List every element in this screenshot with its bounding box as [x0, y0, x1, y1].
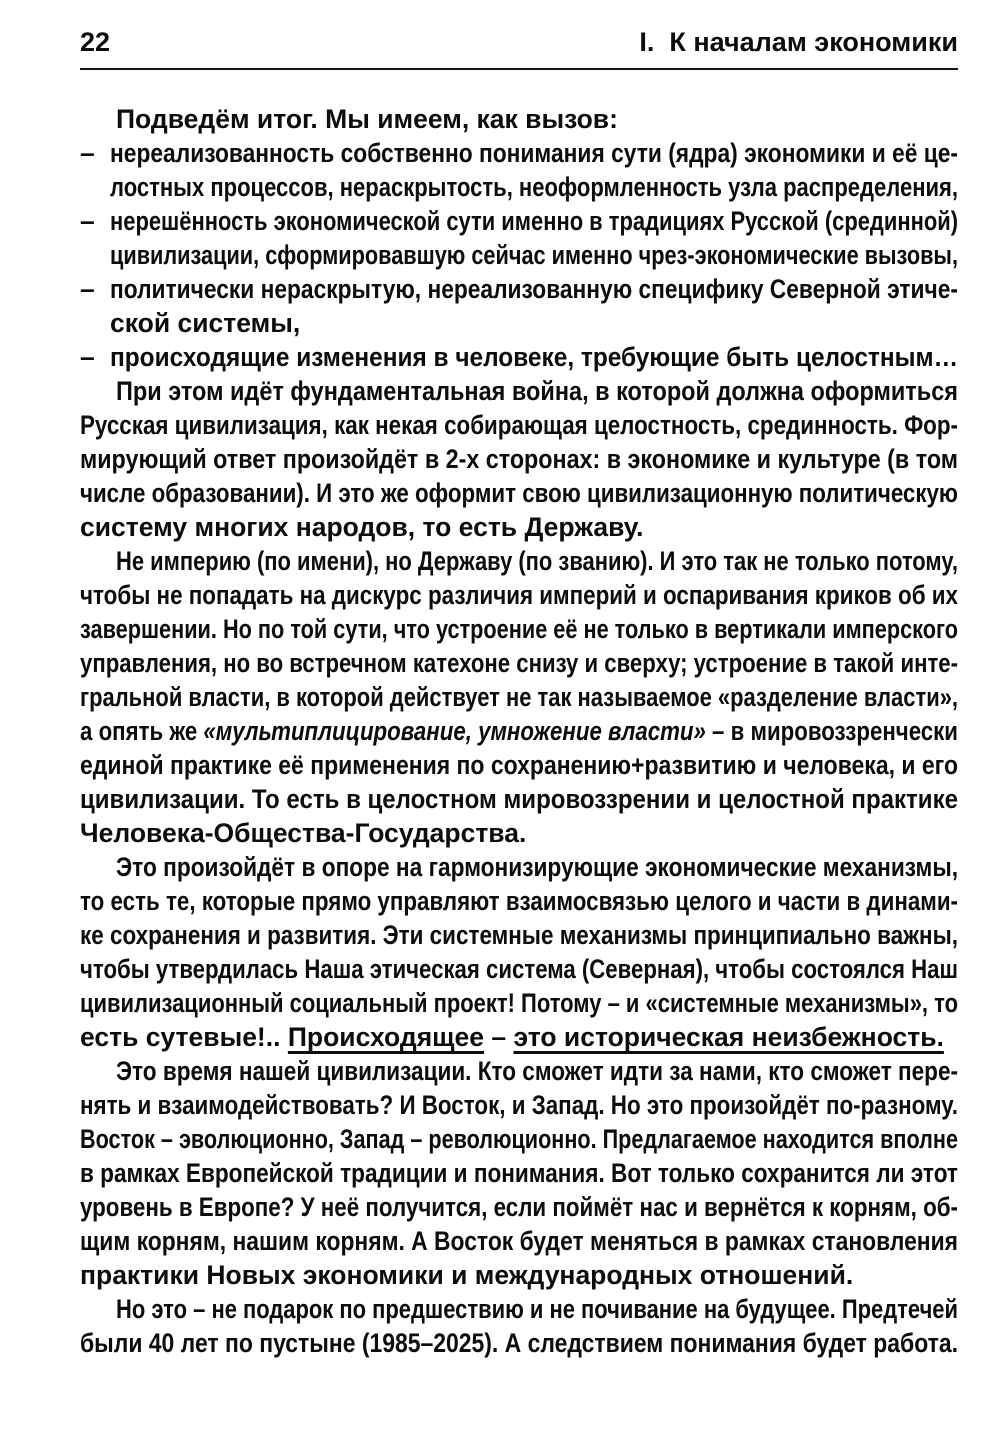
text-segment: единой практике её применения по сохранению+развитию и человека, и его [80, 750, 958, 780]
text-segment: ке сохранения и развития. Эти системные механизмы принципиально важны, [80, 920, 958, 950]
text-line-content [80, 1224, 958, 1258]
text-line-content [80, 952, 958, 986]
text-segment: есть сутевые!.. [80, 1022, 288, 1052]
text-line-content [116, 374, 958, 408]
text-segment: лостных процессов, нераскрытость, неоформленность узла распределения, [110, 172, 958, 202]
bullet-dash: – [80, 206, 95, 236]
text-line [80, 1122, 958, 1156]
bullet-dash: – [80, 138, 95, 168]
text-line-content [80, 578, 958, 612]
text-line-content [80, 1088, 958, 1122]
text-line [80, 1156, 958, 1190]
text-segment: а опять же [80, 716, 204, 746]
bullet-dash: – [80, 342, 95, 372]
text-segment: уровень в Европе? У неё получится, если поймёт нас и вернётся к корням, об- [80, 1192, 958, 1222]
text-line-content [80, 1156, 958, 1190]
text-line-content [116, 102, 618, 136]
text-line-content [80, 408, 958, 442]
text-segment: управления, но во встречном катехоне снизу и сверху; устроение в такой инте- [80, 648, 958, 678]
text-line-content [80, 1326, 958, 1360]
text-line-content [80, 1190, 958, 1224]
text-segment: Русская цивилизация, как некая собирающая целостность, срединность. Фор- [80, 410, 958, 440]
text-line [80, 136, 958, 170]
text-segment: то есть те, которые прямо управляют взаимосвязью целого и части в динами- [80, 886, 958, 916]
text-segment: систему многих народов, то есть Державу. [80, 512, 644, 542]
text-line-content [110, 238, 958, 272]
text-segment: Но это – не подарок по предшествию и не почивание на будущее. Предтечей [116, 1294, 958, 1324]
text-line [80, 374, 958, 408]
text-segment: Это время нашей цивилизации. Кто сможет идти за нами, кто сможет пере- [116, 1056, 958, 1086]
text-line [80, 238, 958, 272]
text-line-content [80, 1258, 853, 1292]
text-segment: числе образовании). И это же оформит свою цивилизационную политическую [80, 478, 958, 508]
text-segment: завершении. Но по той сути, что устроение её не только в вертикали имперского [80, 614, 958, 644]
text-line-content [80, 476, 958, 510]
text-line [80, 340, 958, 374]
text-line-content [110, 204, 958, 238]
text-line [80, 272, 958, 306]
text-line [80, 170, 958, 204]
text-line-content [110, 170, 958, 204]
text-segment: Человека-Общества-Государства. [80, 818, 527, 848]
text-line-content [80, 816, 526, 850]
text-segment: были 40 лет по пустыне (1985–2025). А следствием понимания будет работа. [80, 1328, 958, 1358]
text-line [80, 1292, 958, 1326]
body-text [80, 102, 958, 1360]
text-segment: нять и взаимодействовать? И Восток, и Запад. Но это произойдёт по-разному. [80, 1090, 958, 1120]
text-line-content [80, 986, 958, 1020]
text-line [80, 782, 958, 816]
text-line [80, 1054, 958, 1088]
text-segment: ской системы, [110, 308, 301, 338]
text-line-content [110, 340, 958, 374]
text-segment: – [484, 1022, 514, 1052]
text-line [80, 476, 958, 510]
text-line [80, 306, 958, 340]
text-line [80, 850, 958, 884]
text-segment: цивилизации, сформировавшую сейчас именно чрез-экономические вызовы, [110, 240, 958, 270]
text-line-content [80, 782, 958, 816]
text-line [80, 510, 958, 544]
text-line [80, 1088, 958, 1122]
text-line [80, 578, 958, 612]
text-line [80, 408, 958, 442]
text-segment-underline: Происходящее [287, 1022, 484, 1052]
text-segment: мирующий ответ произойдёт в 2-х сторонах: в экономике и культуре (в том [80, 444, 958, 474]
page-header [80, 26, 958, 58]
text-segment: При этом идёт фундаментальная война, в которой должна оформиться [116, 376, 958, 406]
text-line [80, 1190, 958, 1224]
text-segment: нереализованность собственно понимания сути (ядра) экономики и её це- [110, 138, 958, 168]
text-segment: чтобы не попадать на дискурс различия империй и оспаривания криков об их [80, 580, 958, 610]
text-line-content [116, 544, 958, 578]
text-segment: политически нераскрытую, нереализованную специфику Северной этиче- [110, 274, 958, 304]
text-line-content [80, 442, 958, 476]
text-line [80, 918, 958, 952]
text-segment-underline: это историческая неизбежность. [513, 1022, 944, 1052]
text-line-content [80, 680, 958, 714]
text-line-content [110, 306, 300, 340]
text-line [80, 102, 958, 136]
text-line-content [80, 748, 958, 782]
text-segment: Восток – эволюционно, Запад – революционно. Предлагаемое находится вполне [80, 1124, 959, 1154]
header-rule [80, 68, 958, 70]
text-line-content [116, 1054, 958, 1088]
text-segment: происходящие изменения в человеке, требующие быть целостным… [110, 342, 958, 372]
text-line [80, 986, 958, 1020]
text-segment: цивилизации. То есть в целостном мировоззрении и целостной практике [80, 784, 958, 814]
text-segment: Подведём итог. Мы имеем, как вызов: [116, 104, 618, 134]
text-line [80, 612, 958, 646]
text-line [80, 204, 958, 238]
text-line [80, 442, 958, 476]
chapter-title: I. К началам экономики [639, 27, 958, 57]
text-line-content [110, 272, 958, 306]
text-line [80, 714, 958, 748]
bullet-dash: – [80, 274, 95, 304]
text-line-content [80, 612, 958, 646]
text-segment: Это произойдёт в опоре на гармонизирующие экономические механизмы, [116, 852, 958, 882]
text-segment: цивилизационный социальный проект! Потому – и «системные механизмы», то [80, 988, 958, 1018]
text-line-content [80, 646, 958, 680]
text-line [80, 884, 958, 918]
text-segment: щим корням, нашим корням. А Восток будет меняться в рамках становления [80, 1226, 958, 1256]
text-segment: практики Новых экономики и международных отношений. [80, 1260, 854, 1290]
text-segment: – в мировоззренчески [705, 716, 958, 746]
text-segment: гральной власти, в которой действует не так называемое «разделение власти», [80, 682, 958, 712]
text-line [80, 748, 958, 782]
text-line [80, 680, 958, 714]
text-line-content [80, 714, 958, 748]
text-line [80, 1020, 958, 1054]
text-line-content [116, 850, 958, 884]
text-line-content [80, 1122, 958, 1156]
text-segment-italic: «мультиплицирование, умножение власти» [203, 716, 706, 746]
text-line [80, 544, 958, 578]
text-segment: в рамках Европейской традиции и понимания. Вот только сохранится ли этот [80, 1158, 958, 1188]
text-line [80, 952, 958, 986]
text-line-content [110, 136, 958, 170]
text-line [80, 1326, 958, 1360]
text-line-content [116, 1292, 958, 1326]
text-line [80, 816, 958, 850]
text-line [80, 1224, 958, 1258]
text-segment: чтобы утвердилась Наша этическая система (Северная), чтобы состоялся Наш [80, 954, 958, 984]
text-line-content [80, 918, 958, 952]
text-line-content [80, 1020, 944, 1054]
text-segment: Не империю (по имени), но Державу (по званию). И это так не только потому, [116, 546, 958, 576]
text-line-content [80, 510, 643, 544]
text-line [80, 646, 958, 680]
text-segment: нерешённость экономической сути именно в традициях Русской (срединной) [110, 206, 958, 236]
text-line-content [80, 884, 958, 918]
page-number: 22 [80, 27, 111, 57]
text-line [80, 1258, 958, 1292]
